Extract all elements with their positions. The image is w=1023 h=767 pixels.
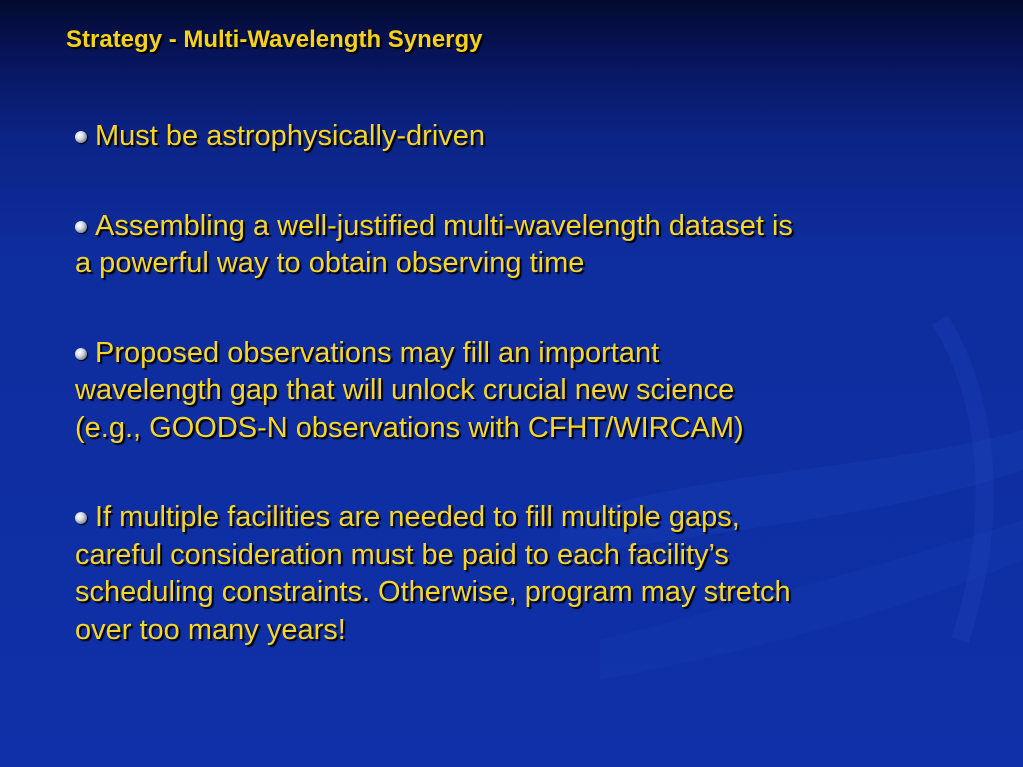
bullet-text: careful consideration must be paid to each facility’s — [75, 538, 729, 571]
bullet-list — [75, 118, 975, 701]
round-bullet-icon — [75, 512, 87, 524]
slide-title: Strategy - Multi-Wavelength Synergy — [66, 26, 483, 53]
bullet-text: Proposed observations may fill an important — [95, 336, 660, 369]
round-bullet-icon — [75, 348, 87, 360]
bullet-item — [75, 499, 975, 649]
round-bullet-icon — [75, 131, 87, 143]
bullet-text: (e.g., GOODS-N observations with CFHT/WIRCAM) — [75, 411, 744, 444]
bullet-text: a powerful way to obtain observing time — [75, 247, 585, 279]
bullet-text: over too many years! — [75, 613, 346, 646]
bullet-item — [75, 208, 975, 283]
bullet-text: Assembling a well-justified multi-wavelength dataset is — [95, 209, 793, 242]
bullet-text: wavelength gap that will unlock crucial new science — [75, 374, 735, 406]
bullet-text: Must be astrophysically-driven — [95, 120, 486, 152]
bullet-item — [75, 118, 975, 156]
bullet-text: scheduling constraints. Otherwise, program may stretch — [75, 576, 791, 608]
bullet-text: If multiple facilities are needed to fill multiple gaps, — [95, 501, 740, 533]
round-bullet-icon — [75, 221, 87, 233]
bullet-item — [75, 335, 975, 448]
